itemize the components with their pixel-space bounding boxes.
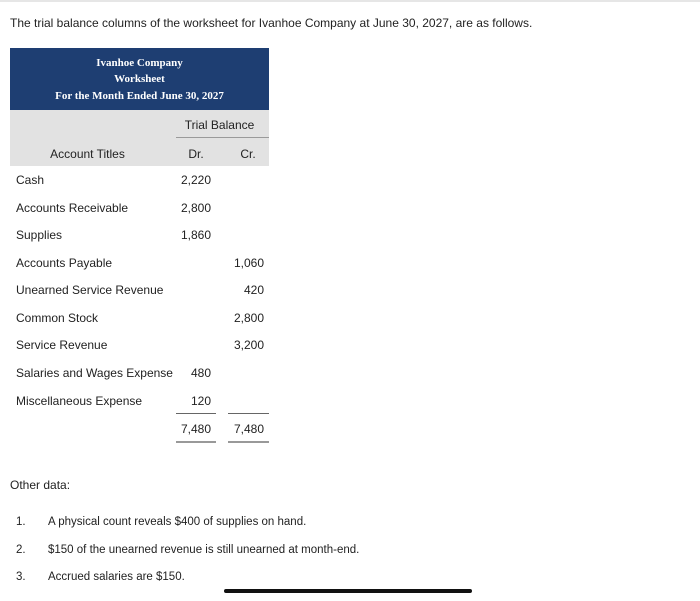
- table-row: [0, 283, 300, 301]
- other-data-label: Other data:: [10, 478, 71, 492]
- horizontal-scrollbar[interactable]: [224, 589, 472, 593]
- debit-amount: 1,860: [180, 228, 211, 242]
- company-name: Ivanhoe Company: [96, 57, 183, 69]
- debit-total: 7,480: [180, 422, 211, 436]
- credit-total-rule: [228, 413, 269, 414]
- credit-heading: Cr.: [240, 147, 256, 161]
- debit-amount: 120: [190, 394, 211, 408]
- credit-total: 7,480: [233, 422, 264, 436]
- credit-amount: 3,200: [233, 338, 264, 352]
- credit-amount: 420: [243, 283, 264, 297]
- account-name: Supplies: [16, 228, 63, 242]
- account-titles-heading: Account Titles: [50, 147, 125, 161]
- credit-amount: 2,800: [233, 311, 264, 325]
- note-text: Accrued salaries are $150.: [48, 571, 185, 583]
- table-row: [0, 173, 300, 191]
- account-name: Unearned Service Revenue: [16, 283, 164, 297]
- totals-row: [0, 422, 300, 440]
- debit-double-underline: [176, 441, 216, 443]
- account-name: Service Revenue: [16, 338, 108, 352]
- worksheet-title: Worksheet: [114, 73, 165, 85]
- worksheet-header: [10, 48, 269, 110]
- table-row: [0, 228, 300, 246]
- worksheet-period: For the Month Ended June 30, 2027: [55, 90, 224, 102]
- note-text: $150 of the unearned revenue is still unearned at month-end.: [48, 544, 360, 556]
- table-row: [0, 394, 300, 412]
- note-number: 3.: [16, 571, 26, 583]
- credit-amount: 1,060: [233, 256, 264, 270]
- table-row: [0, 311, 300, 329]
- account-name: Accounts Receivable: [16, 201, 129, 215]
- debit-amount: 2,220: [180, 173, 211, 187]
- note-number: 1.: [16, 516, 26, 528]
- credit-double-underline: [228, 441, 269, 443]
- table-row: [0, 338, 300, 356]
- debit-amount: 480: [190, 366, 211, 380]
- note-number: 2.: [16, 544, 26, 556]
- note-text: A physical count reveals $400 of supplies on hand.: [48, 516, 307, 528]
- trial-balance-heading: Trial Balance: [184, 118, 255, 132]
- account-name: Common Stock: [16, 311, 99, 325]
- account-name: Salaries and Wages Expense: [16, 366, 173, 380]
- debit-heading: Dr.: [188, 147, 204, 161]
- problem-intro: The trial balance columns of the worksheet for Ivanhoe Company at June 30, 2027, are as follows.: [10, 16, 533, 30]
- account-name: Miscellaneous Expense: [16, 394, 143, 408]
- table-row: [0, 256, 300, 274]
- account-name: Accounts Payable: [16, 256, 113, 270]
- table-row: [0, 366, 300, 384]
- debit-amount: 2,800: [180, 201, 211, 215]
- top-divider: [0, 0, 700, 2]
- table-row: [0, 201, 300, 219]
- debit-total-rule: [176, 413, 216, 414]
- trial-balance-underline: [176, 137, 269, 138]
- account-name: Cash: [16, 173, 45, 187]
